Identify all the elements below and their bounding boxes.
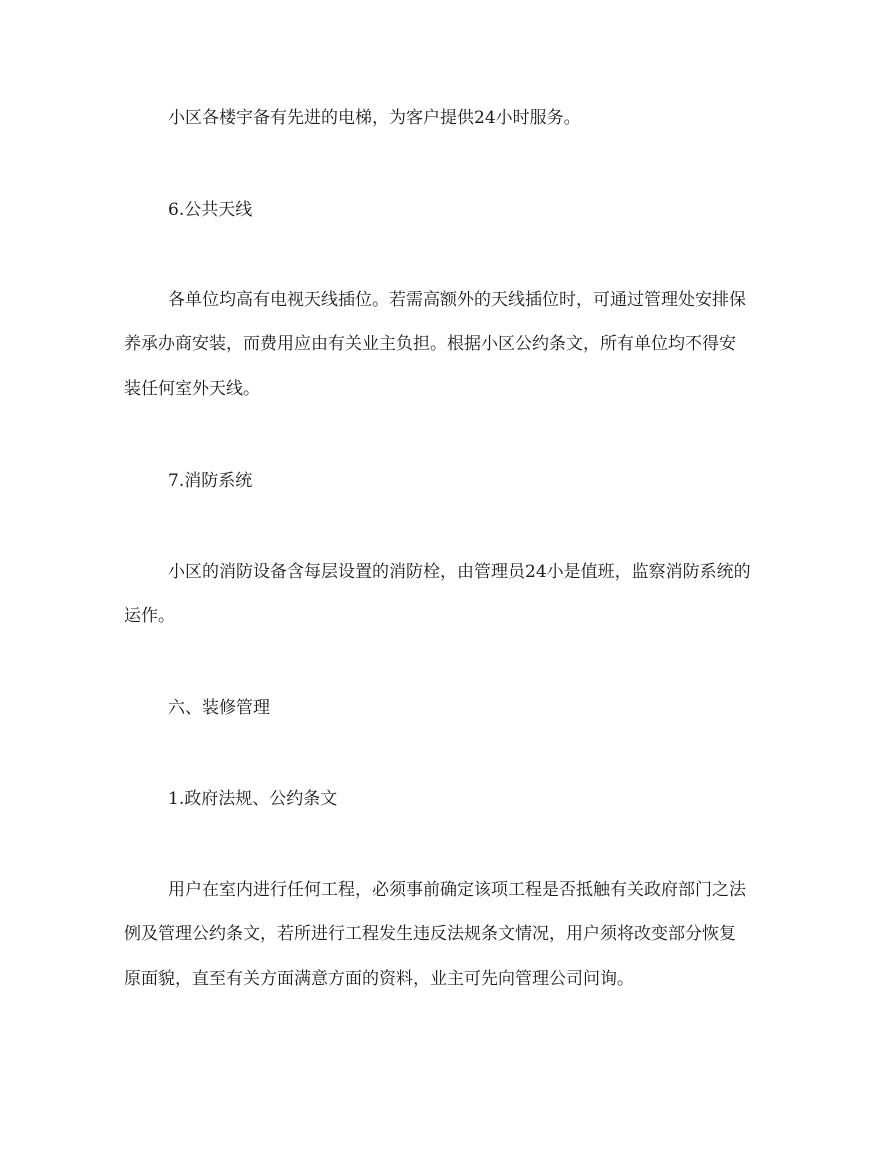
paragraph-elevator: 小区各楼宇备有先进的电梯，为客户提供24小时服务。 bbox=[168, 108, 581, 128]
paragraph-regulations-line-1: 用户在室内进行任何工程，必须事前确定该项工程是否抵触有关政府部门之法 bbox=[168, 880, 746, 900]
paragraph-regulations-line-3: 原面貌，直至有关方面满意方面的资料，业主可先向管理公司问询。 bbox=[124, 969, 634, 989]
section-renovation-management: 六、装修管理 bbox=[168, 698, 270, 718]
heading-government-regulations: 1.政府法规、公约条文 bbox=[168, 789, 338, 809]
paragraph-antenna-line-2: 养承办商安装，而费用应由有关业主负担。根据小区公约条文，所有单位均不得安 bbox=[124, 334, 736, 354]
paragraph-regulations-line-2: 例及管理公约条文，若所进行工程发生违反法规条文情况，用户须将改变部分恢复 bbox=[124, 924, 736, 944]
paragraph-antenna-line-1: 各单位均高有电视天线插位。若需高额外的天线插位时，可通过管理处安排保 bbox=[168, 290, 746, 310]
paragraph-antenna-line-3: 装任何室外天线。 bbox=[124, 379, 260, 399]
heading-public-antenna: 6.公共天线 bbox=[168, 200, 253, 220]
paragraph-fire-line-1: 小区的消防设备含每层设置的消防栓，由管理员24小是值班，监察消防系统的 bbox=[168, 562, 751, 582]
paragraph-fire-line-2: 运作。 bbox=[124, 606, 175, 626]
heading-fire-system: 7.消防系统 bbox=[168, 471, 253, 491]
